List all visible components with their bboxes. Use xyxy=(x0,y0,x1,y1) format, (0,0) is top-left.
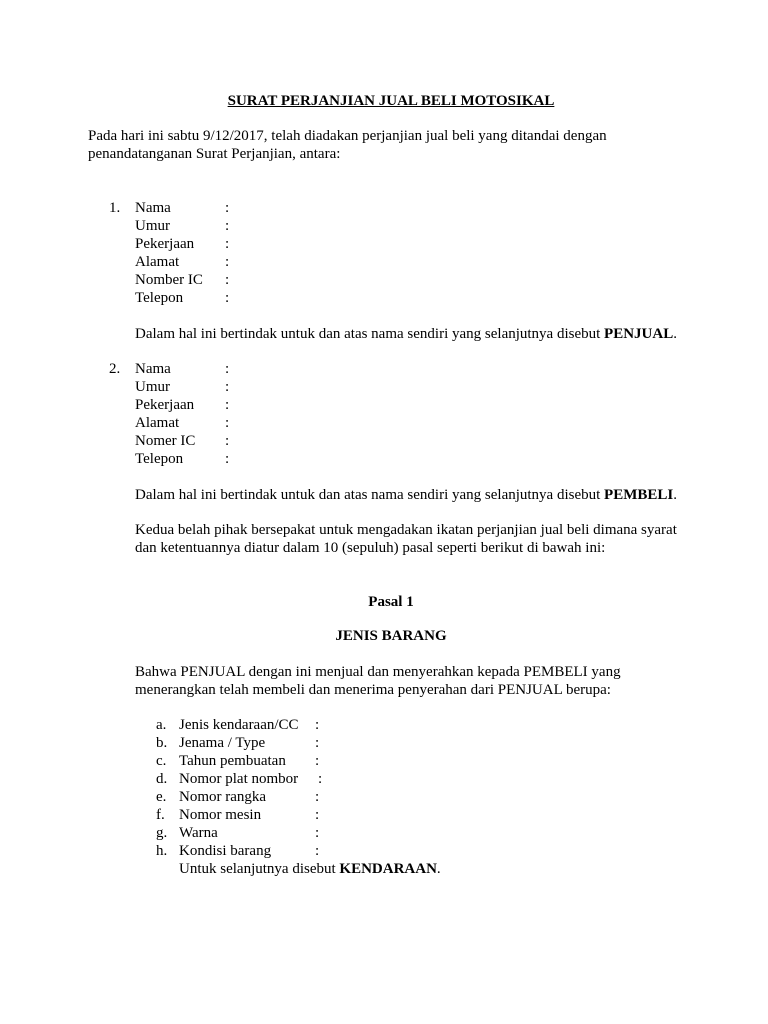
item-label: Nomor mesin xyxy=(179,807,262,823)
item-letter: g. xyxy=(156,825,168,841)
party1-statement-end: . xyxy=(673,326,677,342)
party2-field-nama: Nama xyxy=(135,361,171,377)
party1-colon: : xyxy=(225,290,230,306)
party1-field-umur: Umur xyxy=(135,218,170,234)
party1-colon: : xyxy=(225,254,230,270)
party2-number: 2. xyxy=(109,361,121,377)
agreement-line-1: Kedua belah pihak bersepakat untuk mengadakan ikatan perjanjian jual beli dimana syarat xyxy=(135,522,677,538)
intro-line-1: Pada hari ini sabtu 9/12/2017, telah diadakan perjanjian jual beli yang ditandai dengan xyxy=(88,128,607,144)
party1-field-alamat: Alamat xyxy=(135,254,180,270)
agreement-line-2: dan ketentuannya diatur dalam 10 (sepuluh) pasal seperti berikut di bawah ini: xyxy=(135,540,606,556)
party1-colon: : xyxy=(225,200,230,216)
closing-term: KENDARAAN xyxy=(339,861,437,877)
item-colon: : xyxy=(315,735,320,751)
closing-statement xyxy=(179,860,441,878)
pasal-body-line-1: Bahwa PENJUAL dengan ini menjual dan menyerahkan kepada PEMBELI yang xyxy=(135,664,621,680)
party2-field-telepon: Telepon xyxy=(135,451,184,467)
document-title: SURAT PERJANJIAN JUAL BELI MOTOSIKAL xyxy=(227,93,555,109)
item-label: Nomor plat nombor xyxy=(179,771,299,787)
item-letter: b. xyxy=(156,735,168,751)
party1-number: 1. xyxy=(109,200,121,216)
party1-field-pekerjaan: Pekerjaan xyxy=(135,236,195,252)
item-colon: : xyxy=(315,807,320,823)
item-label: Jenama / Type xyxy=(179,735,266,751)
item-colon: : xyxy=(315,843,320,859)
party2-statement-end: . xyxy=(673,487,677,503)
party2-statement-text: Dalam hal ini bertindak untuk dan atas nama sendiri yang selanjutnya disebut xyxy=(135,487,605,503)
item-letter: c. xyxy=(156,753,167,769)
party1-statement-text: Dalam hal ini bertindak untuk dan atas nama sendiri yang selanjutnya disebut xyxy=(135,326,605,342)
party2-role: PEMBELI xyxy=(604,487,674,503)
item-letter: e. xyxy=(156,789,167,805)
party1-field-ic: Nomber IC xyxy=(135,272,203,288)
item-letter: d. xyxy=(156,771,168,787)
party1-colon: : xyxy=(225,236,230,252)
item-letter: a. xyxy=(156,717,167,733)
party1-statement xyxy=(135,325,677,343)
party2-colon: : xyxy=(225,397,230,413)
pasal-body-line-2: menerangkan telah membeli dan menerima penyerahan dari PENJUAL berupa: xyxy=(135,682,611,698)
closing-text: Untuk selanjutnya disebut xyxy=(179,861,340,877)
pasal-heading: Pasal 1 xyxy=(368,594,414,610)
party2-field-ic: Nomer IC xyxy=(135,433,196,449)
item-letter: f. xyxy=(156,807,165,823)
party1-colon: : xyxy=(225,272,230,288)
party1-colon: : xyxy=(225,218,230,234)
item-label: Jenis kendaraan/CC xyxy=(179,717,299,733)
item-colon: : xyxy=(315,789,320,805)
intro-line-2: penandatanganan Surat Perjanjian, antara: xyxy=(88,146,341,162)
party2-colon: : xyxy=(225,415,230,431)
party2-colon: : xyxy=(225,451,230,467)
item-colon: : xyxy=(315,753,320,769)
party2-statement xyxy=(135,486,677,504)
party2-field-pekerjaan: Pekerjaan xyxy=(135,397,195,413)
item-colon: : xyxy=(315,717,320,733)
closing-end: . xyxy=(436,861,441,877)
item-label: Tahun pembuatan xyxy=(179,753,286,769)
party2-colon: : xyxy=(225,361,230,377)
party2-field-alamat: Alamat xyxy=(135,415,180,431)
pasal-subheading: JENIS BARANG xyxy=(335,628,447,644)
item-colon: : xyxy=(315,825,320,841)
item-label: Warna xyxy=(179,825,218,841)
party1-field-telepon: Telepon xyxy=(135,290,184,306)
party2-colon: : xyxy=(225,433,230,449)
party1-field-nama: Nama xyxy=(135,200,171,216)
party2-colon: : xyxy=(225,379,230,395)
party1-role: PENJUAL xyxy=(604,326,674,342)
item-letter: h. xyxy=(156,843,168,859)
item-label: Nomor rangka xyxy=(179,789,267,805)
item-label: Kondisi barang xyxy=(179,843,272,859)
item-colon: : xyxy=(318,771,323,787)
party2-field-umur: Umur xyxy=(135,379,170,395)
